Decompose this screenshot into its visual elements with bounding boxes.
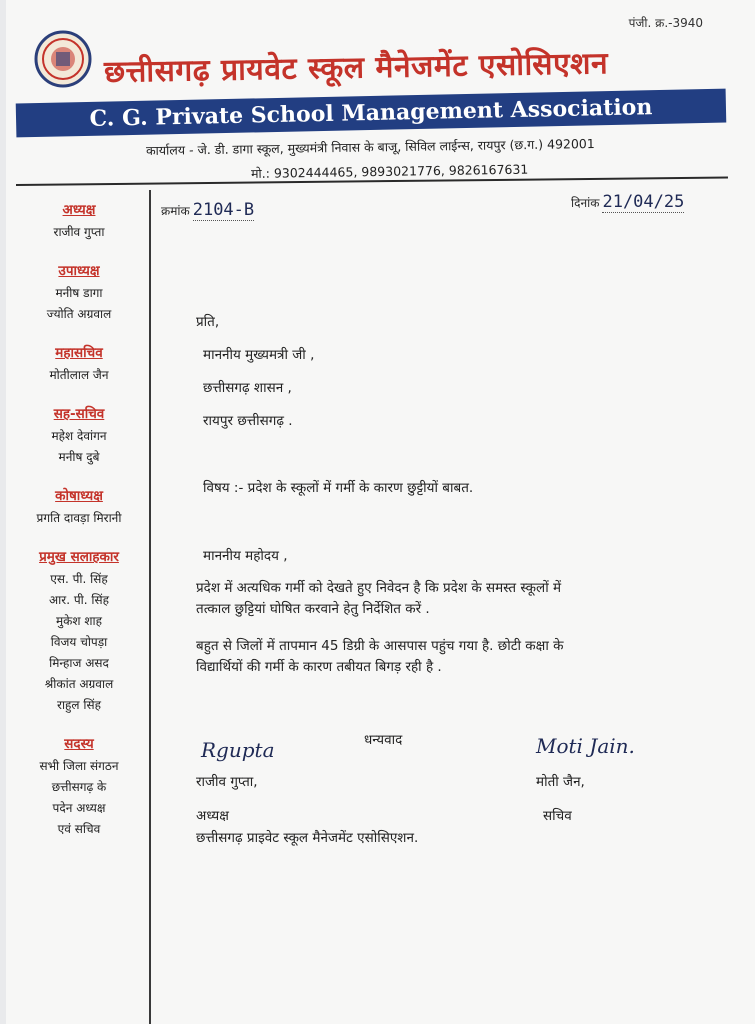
sidebar-member-name: ज्योति अग्रवाल [46, 307, 112, 321]
secretary-signature: Moti Jain. [536, 734, 635, 758]
sidebar-member-name: विजय चोपड़ा [50, 635, 108, 649]
date-label: दिनांक [571, 196, 600, 210]
secretary-name: मोती जैन, [536, 774, 585, 790]
sidebar-member-name: मनीष दुबे [58, 450, 100, 464]
president-signature: Rgupta [201, 738, 275, 762]
sidebar-group-title: उपाध्यक्ष [58, 263, 100, 279]
sidebar-group [18, 486, 140, 529]
sidebar-member-name: पदेन अध्यक्ष [52, 801, 106, 815]
to-line: प्रति, [196, 314, 220, 330]
recipient-line: रायपुर छत्तीसगढ़ . [203, 413, 293, 429]
sidebar-divider [149, 190, 151, 1024]
recipient-line: माननीय मुख्यमत्री जी , [203, 347, 315, 363]
sidebar-group [18, 200, 140, 243]
president-post: अध्यक्ष [196, 808, 229, 824]
sidebar-group-title: कोषाध्यक्ष [55, 488, 103, 504]
sidebar-group-title: प्रमुख सलाहकार [39, 549, 119, 565]
registration-number: पंजी. क्र.-3940 [628, 16, 703, 30]
president-name: राजीव गुप्ता, [196, 774, 258, 790]
paragraph-line: बहुत से जिलों में तापमान 45 डिग्री के आसपास पहुंच गया है. छोटी कक्षा के [196, 638, 564, 654]
sidebar-member-name: राजीव गुप्ता [53, 225, 105, 239]
sidebar-member-name: श्रीकांत अग्रवाल [44, 677, 114, 691]
salutation: माननीय महोदय , [203, 548, 288, 564]
organisation-name: छत्तीसगढ़ प्राइवेट स्कूल मैनेजमेंट एसोसिएशन. [196, 830, 419, 846]
reference-value: 2104-B [192, 200, 255, 220]
secretary-post: सचिव [543, 808, 572, 824]
sidebar-member-name: एस. पी. सिंह [50, 572, 108, 586]
sidebar-member-name: मनीष डागा [55, 286, 103, 300]
date-value: 21/04/25 [602, 192, 685, 212]
paragraph-2 [196, 636, 564, 678]
association-title-english: C. G. Private School Management Association [16, 89, 727, 138]
association-title-hindi: छत्तीसगढ़ प्रायवेट स्कूल मैनेजमेंट एसोसिएशन [103, 46, 609, 90]
sidebar-group-title: अध्यक्ष [62, 202, 96, 218]
recipient-line: छत्तीसगढ़ शासन , [203, 380, 292, 396]
sidebar-group [18, 343, 140, 386]
letter-date [571, 192, 684, 212]
sidebar-member-name: राहुल सिंह [57, 698, 101, 712]
sidebar-member-name: प्रगति दावड़ा मिरानी [36, 511, 122, 525]
sidebar-member-name: छत्तीसगढ़ के [51, 780, 107, 794]
sidebar-group [18, 547, 140, 716]
sidebar-member-name: एवं सचिव [57, 822, 101, 836]
thanks-line: धन्यवाद [364, 732, 403, 748]
sidebar-member-name: महेश देवांगन [51, 429, 107, 443]
paragraph-line: प्रदेश में अत्यधिक गर्मी को देखते हुए निवेदन है कि प्रदेश के समस्त स्कूलों में [196, 580, 562, 596]
sidebar-group-title: सह-सचिव [53, 406, 105, 422]
sidebar-member-name: मिन्हाज असद [49, 656, 109, 670]
sidebar-group [18, 404, 140, 468]
sidebar-group-title: सदस्य [64, 736, 94, 752]
subject-line: विषय :- प्रदेश के स्कूलों में गर्मी के कारण छुट्टीयों बाबत. [203, 480, 474, 496]
sidebar-group [18, 261, 140, 325]
contact-numbers: मो.: 9302444465, 9893021776, 9826167631 [250, 161, 529, 181]
office-bearers-sidebar [18, 200, 140, 858]
paragraph-1 [196, 578, 561, 620]
reference-number [161, 200, 254, 220]
sidebar-member-name: सभी जिला संगठन [39, 759, 119, 773]
sidebar-group [18, 734, 140, 840]
office-address: कार्यालय - जे. डी. डागा स्कूल, मुख्यमंत्री निवास के बाजू, सिविल लाईन्स, रायपुर (छ.ग.) 492001 [145, 135, 595, 158]
paragraph-line: तत्काल छुट्टियां घोषित करवाने हेतु निर्देशित करें . [196, 601, 430, 617]
sidebar-member-name: मुकेश शाह [55, 614, 102, 628]
sidebar-member-name: मोतीलाल जैन [49, 368, 109, 382]
letterhead-page [6, 0, 755, 1024]
sidebar-group-title: महासचिव [55, 345, 103, 361]
association-seal-icon [34, 30, 92, 88]
sidebar-member-name: आर. पी. सिंह [49, 593, 109, 607]
paragraph-line: विद्यार्थियों की गर्मी के कारण तबीयत बिगड़ रही है . [196, 659, 442, 675]
reference-label: क्रमांक [161, 204, 190, 218]
